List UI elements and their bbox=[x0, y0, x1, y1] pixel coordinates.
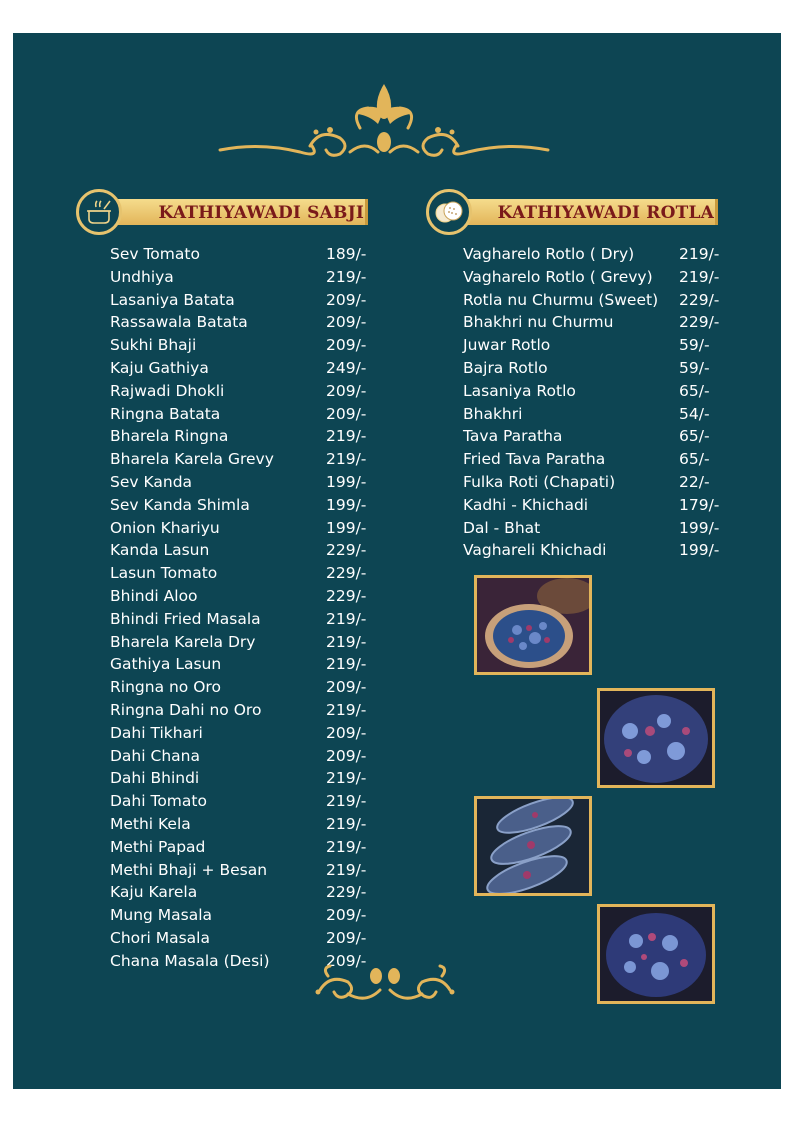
menu-item-price: 59/- bbox=[679, 358, 710, 377]
menu-item bbox=[110, 631, 370, 654]
menu-item-price: 54/- bbox=[679, 404, 710, 423]
menu-item-name: Methi Bhaji + Besan bbox=[110, 860, 268, 879]
top-ornament-flourish bbox=[200, 50, 568, 170]
menu-item-name: Undhiya bbox=[110, 267, 174, 286]
menu-item bbox=[110, 904, 370, 927]
menu-item bbox=[463, 403, 723, 426]
menu-item-price: 219/- bbox=[326, 427, 367, 446]
menu-item-price: 209/- bbox=[326, 290, 367, 309]
menu-item bbox=[110, 494, 370, 517]
menu-item bbox=[110, 357, 370, 380]
menu-item bbox=[463, 517, 723, 540]
menu-item bbox=[110, 676, 370, 699]
menu-item-price: 209/- bbox=[326, 951, 367, 970]
menu-item-name: Bharela Karela Grevy bbox=[110, 450, 274, 469]
sabji-menu-list bbox=[110, 243, 370, 973]
menu-item-price: 22/- bbox=[679, 472, 710, 491]
menu-item bbox=[110, 517, 370, 540]
menu-item-name: Bhindi Aloo bbox=[110, 586, 198, 605]
rotla-menu-list bbox=[463, 243, 723, 562]
menu-item bbox=[110, 699, 370, 722]
menu-item-name: Rajwadi Dhokli bbox=[110, 381, 225, 400]
menu-item-name: Ringna Dahi no Oro bbox=[110, 700, 262, 719]
menu-item-price: 219/- bbox=[326, 792, 367, 811]
menu-item-name: Kaju Karela bbox=[110, 883, 198, 902]
menu-item-name: Tava Paratha bbox=[463, 427, 563, 446]
menu-item-price: 65/- bbox=[679, 427, 710, 446]
section-title: KATHIYAWADI SABJI bbox=[158, 203, 364, 223]
menu-item bbox=[463, 380, 723, 403]
menu-item-name: Bharela Karela Dry bbox=[110, 632, 256, 651]
menu-item-price: 229/- bbox=[326, 883, 367, 902]
menu-item-name: Vaghareli Khichadi bbox=[463, 541, 607, 560]
menu-item bbox=[110, 767, 370, 790]
menu-item bbox=[110, 334, 370, 357]
menu-item bbox=[463, 289, 723, 312]
menu-item-name: Sev Kanda Shimla bbox=[110, 495, 250, 514]
menu-item-price: 249/- bbox=[326, 358, 367, 377]
menu-item bbox=[110, 243, 370, 266]
menu-item-price: 199/- bbox=[679, 518, 720, 537]
menu-item bbox=[110, 608, 370, 631]
menu-item bbox=[110, 539, 370, 562]
menu-item-name: Bhakhri bbox=[463, 404, 523, 423]
menu-item-price: 219/- bbox=[326, 632, 367, 651]
menu-item-name: Dahi Chana bbox=[110, 746, 200, 765]
menu-item-name: Sev Tomato bbox=[110, 245, 200, 263]
menu-item bbox=[463, 494, 723, 517]
menu-item-name: Dahi Bhindi bbox=[110, 769, 200, 788]
menu-item-price: 199/- bbox=[679, 541, 720, 560]
menu-item bbox=[110, 790, 370, 813]
menu-item bbox=[110, 289, 370, 312]
food-photo-rotlo-closeup bbox=[597, 904, 715, 1004]
menu-item-name: Sev Kanda bbox=[110, 472, 193, 491]
menu-item bbox=[463, 357, 723, 380]
menu-item bbox=[110, 380, 370, 403]
cooking-pot-icon bbox=[76, 189, 122, 235]
menu-item-price: 209/- bbox=[326, 746, 367, 765]
menu-item bbox=[110, 425, 370, 448]
menu-item bbox=[110, 471, 370, 494]
menu-item-price: 209/- bbox=[326, 313, 367, 332]
menu-item-price: 229/- bbox=[326, 586, 367, 605]
menu-item-name: Lasaniya Batata bbox=[110, 290, 235, 309]
menu-item bbox=[463, 334, 723, 357]
menu-item-price: 219/- bbox=[326, 837, 367, 856]
menu-item-price: 219/- bbox=[679, 245, 720, 263]
menu-item-name: Bajra Rotlo bbox=[463, 358, 548, 377]
menu-item-name: Fulka Roti (Chapati) bbox=[463, 472, 616, 491]
menu-item-name: Dal - Bhat bbox=[463, 518, 541, 537]
menu-item-name: Onion Khariyu bbox=[110, 518, 220, 537]
menu-item-price: 209/- bbox=[326, 928, 367, 947]
menu-item-name: Methi Papad bbox=[110, 837, 206, 856]
menu-item-price: 209/- bbox=[326, 336, 367, 355]
menu-item bbox=[110, 448, 370, 471]
menu-item-price: 219/- bbox=[326, 814, 367, 833]
menu-item-name: Rotla nu Churmu (Sweet) bbox=[463, 290, 659, 309]
menu-item-name: Chori Masala bbox=[110, 928, 210, 947]
menu-item-price: 59/- bbox=[679, 336, 710, 355]
menu-item-price: 219/- bbox=[326, 700, 367, 719]
menu-item-price: 65/- bbox=[679, 450, 710, 469]
menu-item-price: 219/- bbox=[326, 769, 367, 788]
menu-item bbox=[463, 471, 723, 494]
menu-item-price: 209/- bbox=[326, 404, 367, 423]
menu-item-price: 209/- bbox=[326, 381, 367, 400]
menu-item bbox=[463, 243, 723, 266]
menu-item-price: 199/- bbox=[326, 472, 367, 491]
menu-item-name: Kadhi - Khichadi bbox=[463, 495, 589, 514]
menu-item-price: 199/- bbox=[326, 518, 367, 537]
bottom-ornament-flourish bbox=[300, 960, 470, 1010]
menu-item-name: Juwar Rotlo bbox=[463, 336, 551, 355]
menu-item-price: 229/- bbox=[679, 313, 720, 332]
menu-item bbox=[463, 539, 723, 562]
food-photo-churmu bbox=[474, 575, 592, 675]
menu-item-price: 219/- bbox=[326, 450, 367, 469]
menu-item bbox=[110, 562, 370, 585]
menu-item-name: Vagharelo Rotlo ( Grevy) bbox=[463, 267, 653, 286]
food-photo-paratha bbox=[474, 796, 592, 896]
menu-item-name: Bhakhri nu Churmu bbox=[463, 313, 614, 332]
menu-item bbox=[110, 859, 370, 882]
menu-item bbox=[110, 653, 370, 676]
menu-item-name: Methi Kela bbox=[110, 814, 191, 833]
rotla-bread-icon bbox=[426, 189, 472, 235]
menu-item-name: Vagharelo Rotlo ( Dry) bbox=[463, 245, 635, 263]
menu-item-price: 65/- bbox=[679, 381, 710, 400]
menu-item-name: Lasaniya Rotlo bbox=[463, 381, 576, 400]
menu-item-price: 219/- bbox=[326, 655, 367, 674]
menu-item-name: Lasun Tomato bbox=[110, 564, 218, 583]
menu-item-name: Chana Masala (Desi) bbox=[110, 951, 270, 970]
menu-item bbox=[110, 311, 370, 334]
menu-item bbox=[110, 266, 370, 289]
menu-item-name: Dahi Tikhari bbox=[110, 723, 203, 742]
menu-item-name: Ringna Batata bbox=[110, 404, 221, 423]
menu-item bbox=[110, 836, 370, 859]
menu-item bbox=[110, 722, 370, 745]
food-photo-rotlo bbox=[597, 688, 715, 788]
menu-item-price: 229/- bbox=[326, 541, 367, 560]
menu-item-price: 209/- bbox=[326, 906, 367, 925]
menu-item-price: 199/- bbox=[326, 495, 367, 514]
section-header-rotla bbox=[426, 189, 718, 237]
menu-item-price: 229/- bbox=[679, 290, 720, 309]
menu-item-name: Ringna no Oro bbox=[110, 678, 221, 697]
menu-item bbox=[110, 403, 370, 426]
menu-item-name: Rassawala Batata bbox=[110, 313, 248, 332]
menu-item-price: 209/- bbox=[326, 723, 367, 742]
menu-item bbox=[110, 745, 370, 768]
menu-item bbox=[463, 266, 723, 289]
menu-item-price: 219/- bbox=[679, 267, 720, 286]
menu-item-name: Mung Masala bbox=[110, 906, 213, 925]
menu-item-name: Kaju Gathiya bbox=[110, 358, 209, 377]
menu-item bbox=[463, 425, 723, 448]
menu-item-name: Bhindi Fried Masala bbox=[110, 609, 261, 628]
menu-item-name: Dahi Tomato bbox=[110, 792, 207, 811]
menu-item-price: 229/- bbox=[326, 564, 367, 583]
menu-item bbox=[110, 585, 370, 608]
section-title: KATHIYAWADI ROTLA bbox=[497, 203, 714, 223]
menu-item-price: 219/- bbox=[326, 267, 367, 286]
menu-item-price: 219/- bbox=[326, 609, 367, 628]
menu-item-price: 189/- bbox=[326, 245, 367, 263]
menu-item-price: 209/- bbox=[326, 678, 367, 697]
section-header-sabji bbox=[76, 189, 368, 237]
menu-item bbox=[463, 311, 723, 334]
menu-item-name: Bharela Ringna bbox=[110, 427, 229, 446]
menu-item bbox=[110, 927, 370, 950]
menu-item-name: Fried Tava Paratha bbox=[463, 450, 606, 469]
menu-item-name: Sukhi Bhaji bbox=[110, 336, 197, 355]
menu-item bbox=[463, 448, 723, 471]
menu-item bbox=[110, 813, 370, 836]
menu-item-price: 219/- bbox=[326, 860, 367, 879]
menu-item-name: Gathiya Lasun bbox=[110, 655, 222, 674]
menu-item-name: Kanda Lasun bbox=[110, 541, 210, 560]
menu-item-price: 179/- bbox=[679, 495, 720, 514]
menu-item bbox=[110, 881, 370, 904]
